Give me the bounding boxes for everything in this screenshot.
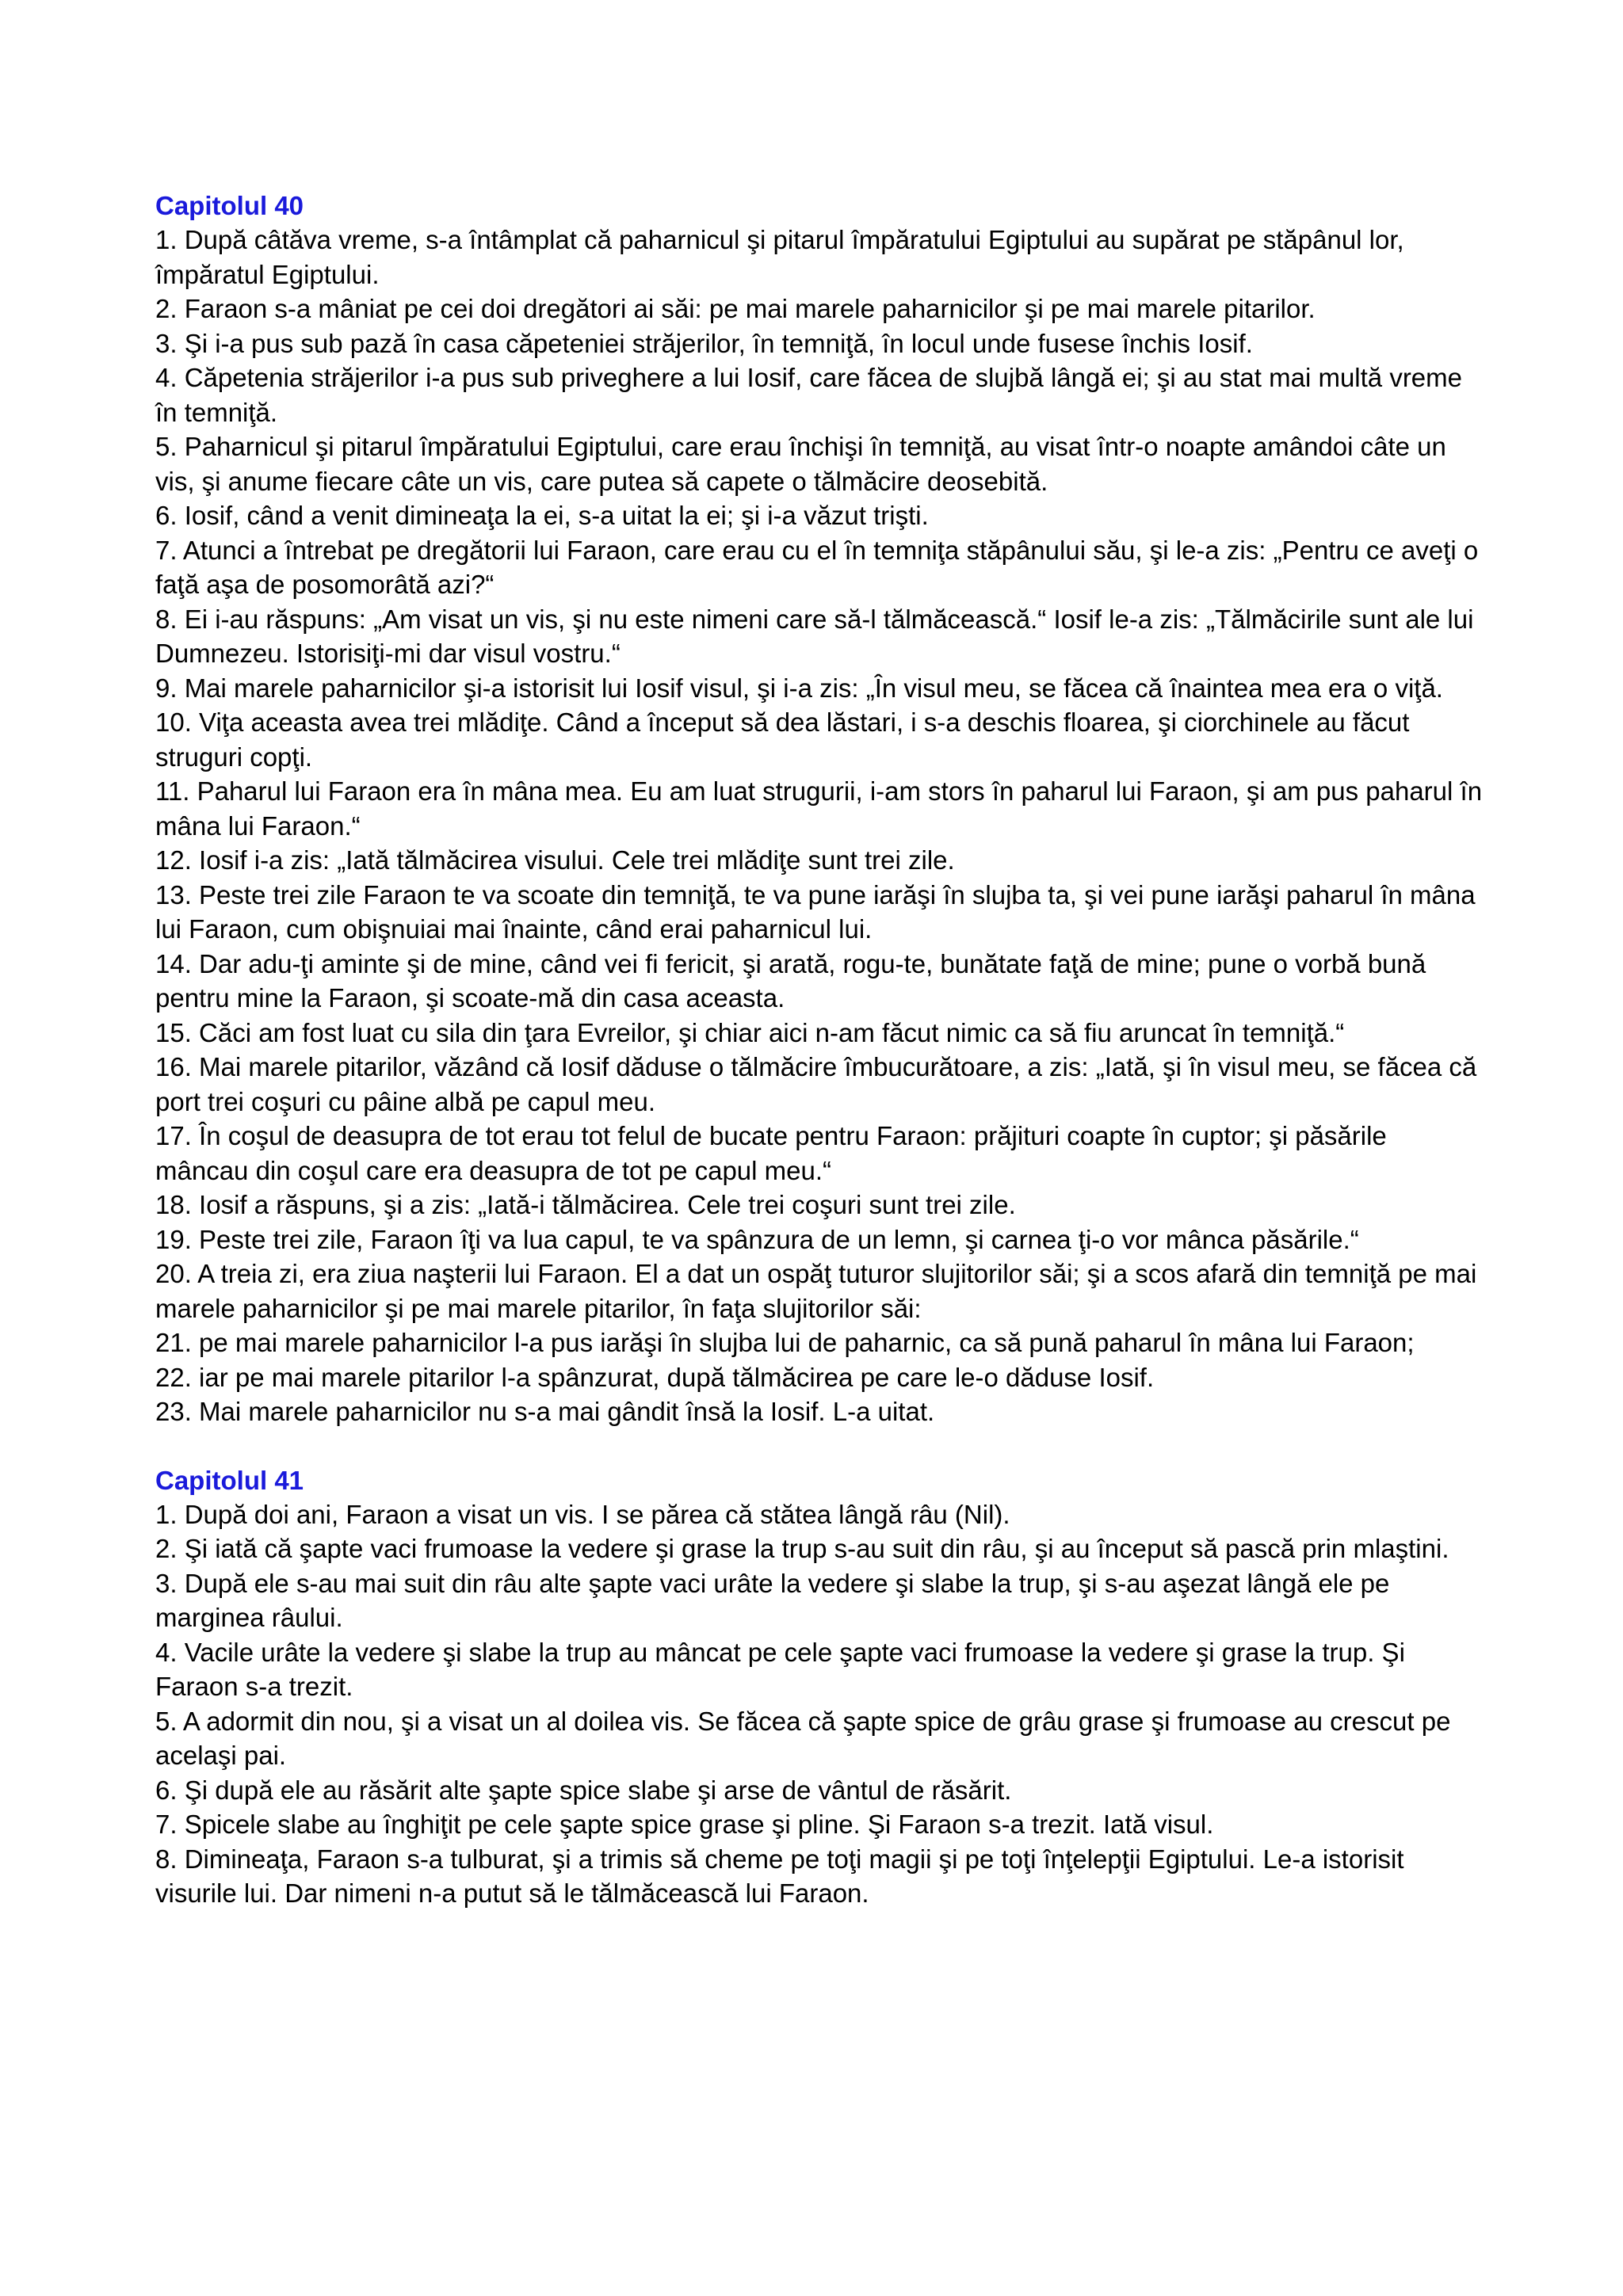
verse: 21. pe mai marele paharnicilor l-a pus iarăşi în slujba lui de paharnic, ca să pună paharul în mâna lui Faraon; [155, 1328, 1415, 1357]
chapter-title: Capitolul 40 [155, 191, 304, 220]
verse: 5. A adormit din nou, şi a visat un al doilea vis. Se făcea că şapte spice de grâu grase şi frumoase au crescut pe acelaşi pai. [155, 1706, 1451, 1770]
verse: 6. Iosif, când a venit dimineaţa la ei, s-a uitat la ei; şi i-a văzut trişti. [155, 501, 929, 530]
verse: 22. iar pe mai marele pitarilor l-a spânzurat, după tălmăcirea pe care le-o dăduse Iosif. [155, 1362, 1155, 1392]
verse: 2. Faraon s-a mâniat pe cei doi dregători ai săi: pe mai marele paharnicilor şi pe mai marele pitarilor. [155, 294, 1316, 323]
verse: 13. Peste trei zile Faraon te va scoate din temniţă, te va pune iarăşi în slujba ta, şi vei pune iarăşi paharul în mâna lui Faraon, cum obişnuiai mai înainte, când erai paharnicul lui. [155, 879, 1476, 944]
verse: 16. Mai marele pitarilor, văzând că Iosif dăduse o tălmăcire îmbucurătoare, a zis: „Iată, şi în visul meu, se făcea că port trei coşuri cu pâine albă pe capul meu. [155, 1052, 1477, 1116]
verse: 17. În coşul de deasupra de tot erau tot felul de bucate pentru Faraon: prăjituri coapte în cuptor; şi păsările mâncau din coşul care era deasupra de tot pe capul meu.“ [155, 1121, 1387, 1185]
verse: 7. Atunci a întrebat pe dregătorii lui Faraon, care erau cu el în temniţa stăpânului său, şi le-a zis: „Pentru ce aveţi o faţă aşa de posomorâtă azi?“ [155, 535, 1479, 599]
verse: 14. Dar adu-ţi aminte şi de mine, când vei fi fericit, şi arată, rogu-te, bunătate faţă de mine; pune o vorbă bună pentru mine la Faraon, şi scoate-mă din casa aceasta. [155, 948, 1426, 1013]
chapter-title: Capitolul 41 [155, 1465, 304, 1495]
verse: 23. Mai marele paharnicilor nu s-a mai gândit însă la Iosif. L-a uitat. [155, 1397, 935, 1426]
verse-list [155, 223, 1487, 1429]
verse: 3. După ele s-au mai suit din râu alte şapte vaci urâte la vedere şi slabe la trup, şi s-au aşezat lângă ele pe marginea râului. [155, 1568, 1390, 1632]
verse: 11. Paharul lui Faraon era în mâna mea. Eu am luat strugurii, i-am stors în paharul lui Faraon, şi am pus paharul în mâna lui Faraon.“ [155, 776, 1483, 841]
verse: 18. Iosif a răspuns, şi a zis: „Iată-i tălmăcirea. Cele trei coşuri sunt trei zile. [155, 1190, 1016, 1219]
verse: 19. Peste trei zile, Faraon îţi va lua capul, te va spânzura de un lemn, şi carnea ţi-o vor mânca păsările.“ [155, 1224, 1359, 1254]
verse: 4. Vacile urâte la vedere şi slabe la trup au mâncat pe cele şapte vaci frumoase la vedere şi grase la trup. Şi Faraon s-a trezit. [155, 1637, 1405, 1701]
verse: 4. Căpetenia străjerilor i-a pus sub priveghere a lui Iosif, care făcea de slujbă lângă ei; şi au stat mai multă vreme în temniţă. [155, 363, 1463, 427]
verse: 5. Paharnicul şi pitarul împăratului Egiptului, care erau închişi în temniţă, au visat într-o noapte amândoi câte un vis, şi anume fiecare câte un vis, care putea să capete o tălmăcire deosebită. [155, 432, 1446, 496]
verse: 15. Căci am fost luat cu sila din ţara Evreilor, şi chiar aici n-am făcut nimic ca să fiu aruncat în temniţă.“ [155, 1017, 1345, 1047]
verse: 12. Iosif i-a zis: „Iată tălmăcirea visului. Cele trei mlădiţe sunt trei zile. [155, 845, 955, 875]
chapter-41 [155, 1463, 1487, 1911]
verse: 1. După câtăva vreme, s-a întâmplat că paharnicul şi pitarul împăratului Egiptului au supărat pe stăpânul lor, împăratul Egiptului. [155, 225, 1404, 289]
verse: 3. Şi i-a pus sub pază în casa căpeteniei străjerilor, în temniţă, în locul unde fusese închis Iosif. [155, 328, 1253, 358]
verse: 9. Mai marele paharnicilor şi-a istorisit lui Iosif visul, şi i-a zis: „În visul meu, se făcea că înaintea mea era o viţă. [155, 673, 1443, 703]
verse: 8. Dimineaţa, Faraon s-a tulburat, şi a trimis să cheme pe toţi magii şi pe toţi înţelepţii Egiptului. Le-a istorisit visurile lui. Dar nimeni n-a putut să le tălmăcească lui Faraon. [155, 1844, 1404, 1908]
verse: 10. Viţa aceasta avea trei mlădiţe. Când a început să dea lăstari, i s-a deschis floarea, şi ciorchinele au făcut struguri copţi. [155, 707, 1410, 772]
verse: 1. După doi ani, Faraon a visat un vis. I se părea că stătea lângă râu (Nil). [155, 1499, 1010, 1529]
verse: 8. Ei i-au răspuns: „Am visat un vis, şi nu este nimeni care să-l tălmăcească.“ Iosif le-a zis: „Tălmăcirile sunt ale lui Dumnezeu. Istorisiţi-mi dar visul vostru.“ [155, 604, 1474, 668]
document-page [155, 189, 1487, 1911]
verse-list [155, 1497, 1487, 1911]
verse: 6. Şi după ele au răsărit alte şapte spice slabe şi arse de vântul de răsărit. [155, 1775, 1012, 1805]
verse: 2. Şi iată că şapte vaci frumoase la vedere şi grase la trup s-au suit din râu, şi au început să pască prin mlaştini. [155, 1534, 1449, 1563]
verse: 7. Spicele slabe au înghiţit pe cele şapte spice grase şi pline. Şi Faraon s-a trezit. Iată visul. [155, 1810, 1214, 1839]
chapter-40 [155, 189, 1487, 1429]
verse: 20. A treia zi, era ziua naşterii lui Faraon. El a dat un ospăţ tuturor slujitorilor săi; şi a scos afară din temniţă pe mai marele paharnicilor şi pe mai marele pitarilor, în faţa slujitorilor săi: [155, 1259, 1477, 1323]
